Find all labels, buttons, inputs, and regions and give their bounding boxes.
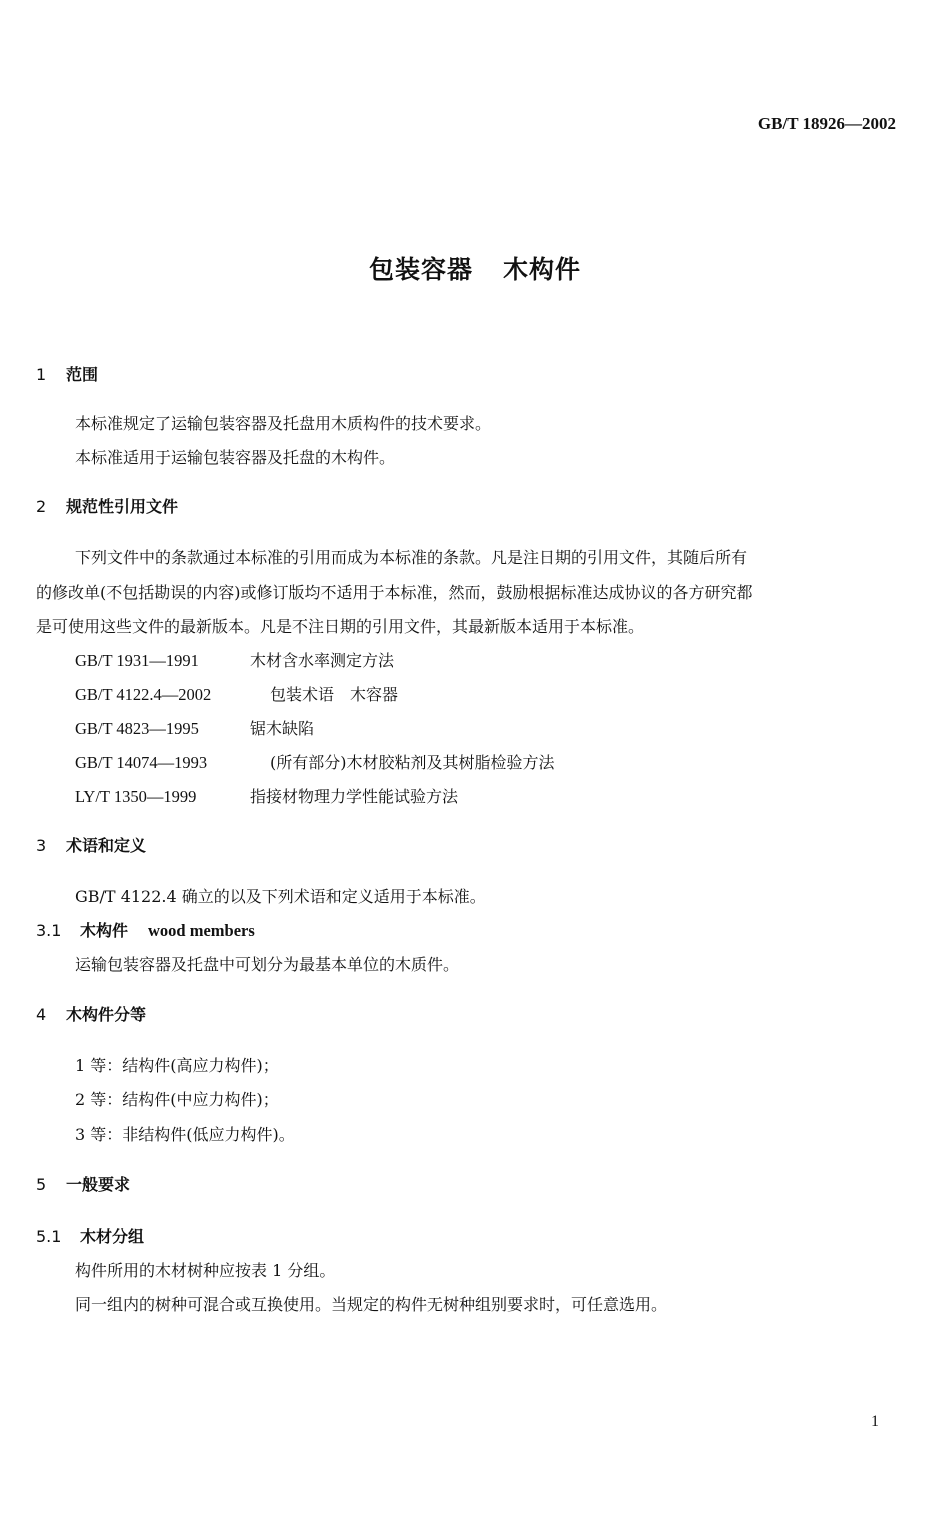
section-number: 2 — [36, 497, 47, 516]
subsection-3-1-heading — [36, 918, 255, 941]
standard-number: GB/T 18926—2002 — [757, 114, 896, 133]
section-5-heading — [36, 1172, 130, 1195]
reference-item — [75, 648, 394, 671]
section-2-paragraph-line-3: 是可使用这些文件的最新版本。凡是不注日期的引用文件，其最新版本适用于本标准。 — [36, 617, 645, 636]
section-2-paragraph-line-2: 的修改单(不包括勘误的内容)或修订版均不适用于本标准，然而，鼓励根据标准达成协议的各方研究都 — [36, 583, 753, 602]
reference-item — [75, 784, 458, 807]
section-3-heading — [36, 833, 146, 856]
reference-title: 包装术语 木容器 — [270, 685, 399, 704]
reference-code: GB/T 4122.4—2002 — [75, 685, 212, 704]
section-3-paragraph: GB/T 4122.4 确立的以及下列术语和定义适用于本标准。 — [75, 887, 486, 906]
reference-title: (所有部分)木材胶粘剂及其树脂检验方法 — [270, 753, 555, 772]
section-title: 术语和定义 — [66, 836, 147, 855]
reference-code: GB/T 1931—1991 — [75, 651, 199, 670]
section-title: 规范性引用文件 — [66, 497, 179, 516]
section-number: 5 — [36, 1175, 47, 1194]
section-number: 1 — [36, 365, 47, 384]
section-title: 范围 — [66, 365, 99, 384]
term-english: wood members — [148, 921, 255, 940]
subsection-5-1-heading — [36, 1224, 144, 1247]
subsection-title: 木材分组 — [80, 1227, 145, 1246]
reference-code: LY/T 1350—1999 — [75, 787, 197, 806]
grade-item: 3 等：非结构件(低应力构件)。 — [75, 1125, 295, 1144]
section-1-heading — [36, 362, 98, 385]
grade-item: 1 等：结构件(高应力构件)； — [75, 1056, 279, 1075]
subsection-5-1-paragraph-2: 同一组内的树种可混合或互换使用。当规定的构件无树种组别要求时，可任意选用。 — [75, 1295, 668, 1314]
reference-title: 指接材物理力学性能试验方法 — [250, 787, 459, 806]
subsection-title: 木构件 — [80, 921, 129, 940]
reference-code: GB/T 14074—1993 — [75, 753, 208, 772]
section-number: 4 — [36, 1005, 47, 1024]
section-4-heading — [36, 1002, 146, 1025]
reference-code: GB/T 4823—1995 — [75, 719, 199, 738]
section-1-paragraph-2: 本标准适用于运输包装容器及托盘的木构件。 — [75, 448, 396, 467]
reference-title: 锯木缺陷 — [250, 719, 315, 738]
title-part2: 木构件 — [503, 255, 582, 284]
term-definition: 运输包装容器及托盘中可划分为最基本单位的木质件。 — [75, 955, 460, 974]
section-title: 木构件分等 — [66, 1005, 147, 1024]
section-title: 一般要求 — [66, 1175, 131, 1194]
reference-item — [75, 716, 314, 739]
reference-title: 木材含水率测定方法 — [250, 651, 395, 670]
reference-item — [75, 750, 555, 773]
grade-item: 2 等：结构件(中应力构件)； — [75, 1090, 279, 1109]
section-1-paragraph-1: 本标准规定了运输包装容器及托盘用木质构件的技术要求。 — [75, 414, 492, 433]
subsection-number: 5.1 — [36, 1227, 62, 1246]
title-part1: 包装容器 — [368, 255, 473, 284]
subsection-number: 3.1 — [36, 921, 62, 940]
section-number: 3 — [36, 836, 47, 855]
document-title — [0, 250, 950, 286]
subsection-5-1-paragraph-1: 构件所用的木材树种应按表 1 分组。 — [75, 1261, 336, 1280]
section-2-paragraph-line-1: 下列文件中的条款通过本标准的引用而成为本标准的条款。凡是注日期的引用文件，其随后所有 — [75, 548, 748, 567]
page-number: 1 — [871, 1413, 879, 1430]
reference-item — [75, 682, 398, 705]
section-2-heading — [36, 494, 178, 517]
